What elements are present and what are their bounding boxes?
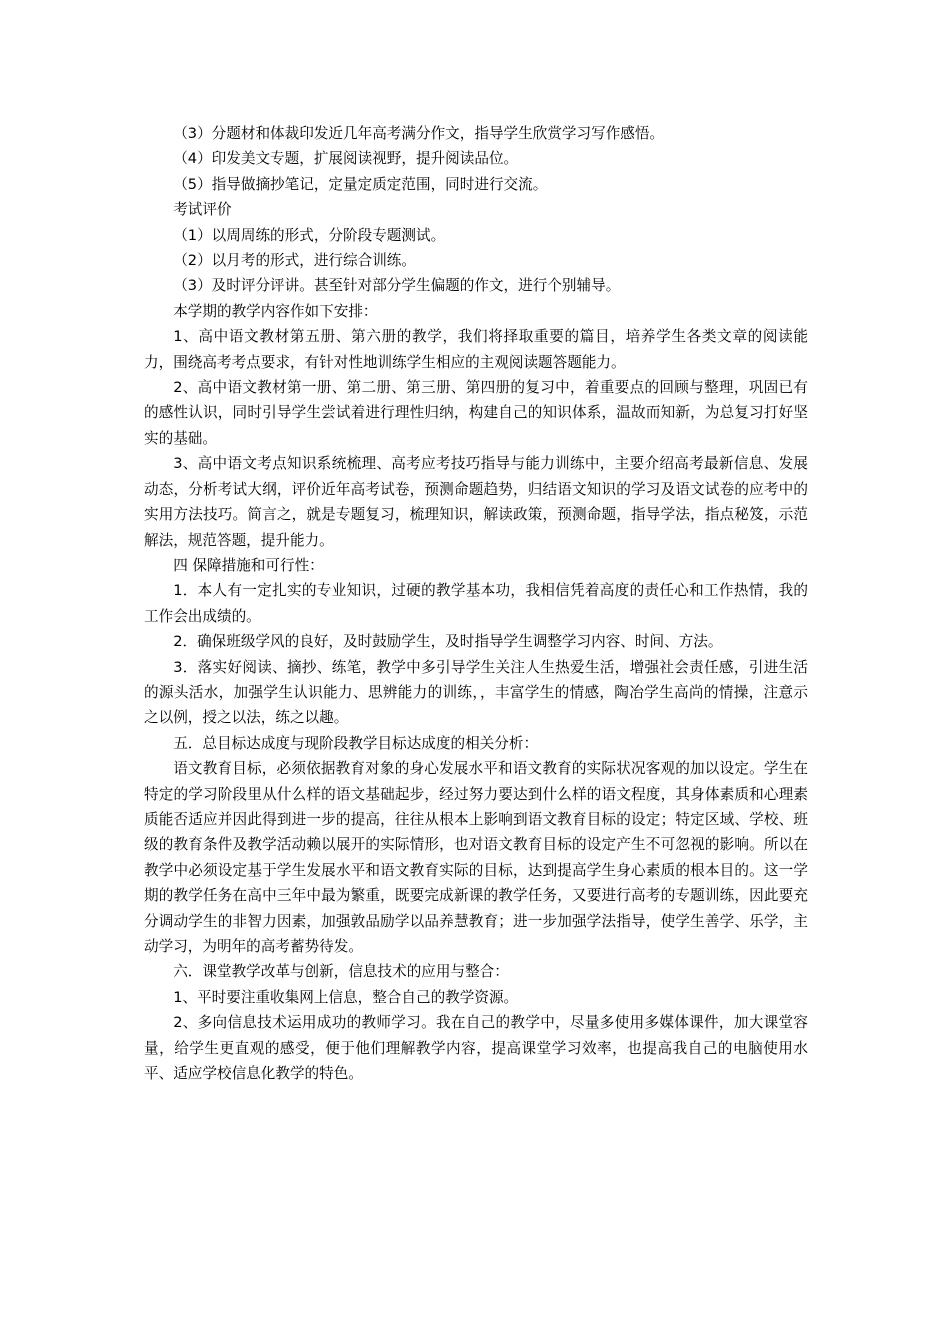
paragraph-textbook-review: 2、高中语文教材第一册、第二册、第三册、第四册的复习中，着重要点的回顾与整理，巩固已有的感性认识，同时引导学生尝试着进行理性归纳，构建自己的知识体系，温故而知新，为总复习打好坚实的基础。 bbox=[144, 379, 808, 447]
paragraph-textbook-5-6: 1、高中语文教材第五册、第六册的教学，我们将择取重要的篇目，培养学生各类文章的阅读能力，围绕高考考点要求，有针对性地训练学生相应的主观阅读题答题能力。 bbox=[144, 328, 808, 371]
paragraph-safeguard-3: 3．落实好阅读、摘抄、练笔，教学中多引导学生关注人生热爱生活，增强社会责任感，引进生活的源头活水，加强学生认识能力、思辨能力的训练，，丰富学生的情感，陶冶学生高尚的情操，注意示之以例，授之以法，练之以趣。 bbox=[144, 658, 808, 727]
heading-goal-analysis: 五．总目标达成度与现阶段教学目标达成度的相关分析： bbox=[173, 734, 539, 752]
heading-exam-evaluation: 考试评价 bbox=[173, 201, 232, 219]
item-monthly-exams: （2）以月考的形式，进行综合训练。 bbox=[173, 252, 416, 270]
paragraph-reform-2: 2、多向信息技术运用成功的教师学习。我在自己的教学中，尽量多使用多媒体课件，加大课堂容量，给学生更直观的感受，便于他们理解教学内容，提高课堂学习效率，也提高我自己的电脑使用水平、适应学校信息化教学的特色。 bbox=[144, 1014, 808, 1083]
paragraph-safeguard-2: 2．确保班级学风的良好，及时鼓励学生，及时指导学生调整学习内容、时间、方法。 bbox=[173, 633, 723, 651]
paragraph-exam-skills: 3、高中语文考点知识系统梳理、高考应考技巧指导与能力训练中，主要介绍高考最新信息、发展动态，分析考试大纲，评价近年高考试卷，预测命题趋势，归结语文知识的学习及语文试卷的应考中的实用方法技巧。简言之，就是专题复习，梳理知识，解读政策，预测命题，指导学法，指点秘笈，示范解法，规范答题，提升能力。 bbox=[144, 455, 808, 549]
paragraph-safeguard-1: 1．本人有一定扎实的专业知识，过硬的教学基本功，我相信凭着高度的责任心和工作热情，我的工作会出成绩的。 bbox=[144, 582, 808, 625]
item-excerpt-notes: （5）指导做摘抄笔记，定量定质定范围，同时进行交流。 bbox=[173, 175, 548, 193]
paragraph-goal-analysis: 语文教育目标，必须依据教育对象的身心发展水平和语文教育的实际状况客观的加以设定。学生在特定的学习阶段里从什么样的语文基础起步，经过努力要达到什么样的语文程度，其身体素质和心理素质能否适应并因此得到进一步的提高，往往从根本上影响到语文教育目标的设定；特定区域、学校、班级的教育条件及教学活动赖以展开的实际情形，也对语文教育目标的设定产生不可忽视的影响。所以在教学中必须设定基于学生发展水平和语文教育实际的目标，达到提高学生身心素质的根本目的。这一学期的教学任务在高中三年中最为繁重，既要完成新课的教学任务，又要进行高考的专题训练，因此要充分调动学生的非智力因素，加强敦品励学以品养慧教育；进一步加强学法指导，使学生善学、乐学，主动学习，为明年的高考蓄势待发。 bbox=[144, 760, 808, 955]
heading-safeguards: 四 保障措施和可行性： bbox=[173, 556, 324, 574]
item-reading-handouts: （4）印发美文专题，扩展阅读视野，提升阅读品位。 bbox=[173, 150, 519, 168]
item-essay-handouts: （3）分题材和体裁印发近几年高考满分作文，指导学生欣赏学习写作感悟。 bbox=[173, 125, 665, 142]
item-timely-grading: （3）及时评分评讲。甚至针对部分学生偏题的作文，进行个别辅导。 bbox=[173, 277, 621, 295]
document-body bbox=[144, 121, 808, 1086]
heading-classroom-reform: 六．课堂教学改革与创新，信息技术的应用与整合： bbox=[173, 963, 509, 981]
heading-teaching-content: 本学期的教学内容作如下安排： bbox=[173, 302, 378, 320]
item-weekly-tests: （1）以周周练的形式，分阶段专题测试。 bbox=[173, 226, 446, 244]
paragraph-reform-1: 1、平时要注重收集网上信息，整合自己的教学资源。 bbox=[173, 988, 519, 1006]
